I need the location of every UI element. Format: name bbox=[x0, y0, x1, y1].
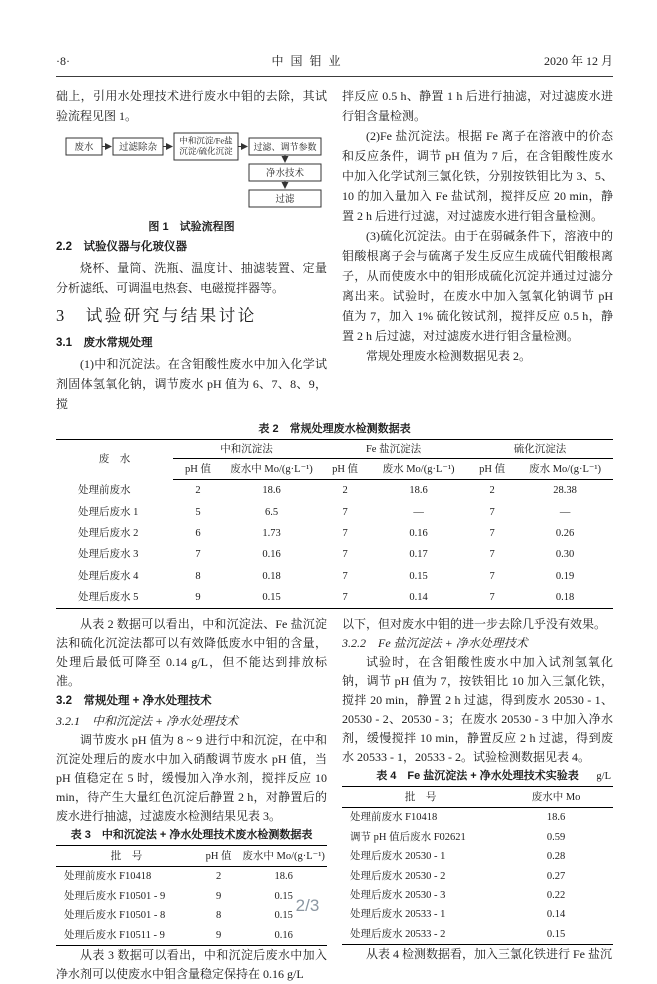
paragraph: 从表 3 数据可以看出，中和沉淀后废水中加入净水剂可以使废水中钼含量稳定保持在 0.16 g/L bbox=[56, 947, 327, 981]
flowchart-diagram bbox=[56, 129, 327, 213]
table-3-header: 批 号 bbox=[56, 846, 197, 867]
table-cell: 8 bbox=[195, 570, 201, 582]
table-cell: 0.15 bbox=[274, 890, 293, 902]
table-cell: 0.15 bbox=[262, 592, 281, 604]
table-row bbox=[342, 925, 613, 945]
table-row bbox=[56, 566, 613, 587]
paragraph: 调节废水 pH 值为 8 ~ 9 进行中和沉淀，在中和沉淀处理后的废水中加入硝酸调节废水 pH 值，当 pH 值稳定在 5 时，缓慢加入净水剂，搅拌反应 10 min，待产生大量红色沉淀后静置 2 h，对静置后的废水进行抽滤，过滤废水检测结果见表 3。 bbox=[56, 733, 327, 824]
table-row bbox=[342, 808, 613, 828]
table-4-caption-row bbox=[342, 767, 613, 786]
table-cell: 6.5 bbox=[264, 506, 279, 518]
table-cell: 7 bbox=[489, 592, 495, 604]
table-cell: 9 bbox=[215, 890, 222, 902]
flow-box-precipitation-label1: 中和沉淀/Fe盐 bbox=[179, 135, 233, 146]
table-cell: 0.14 bbox=[546, 909, 566, 921]
table-cell: 7 bbox=[489, 506, 495, 518]
table-cell: 0.17 bbox=[409, 549, 428, 561]
heading-3-1: 3.1 废水常规处理 bbox=[56, 337, 153, 349]
table-cell: 0.30 bbox=[555, 549, 575, 561]
heading-3-2-2: 3.2.2 Fe 盐沉淀法 + 净水处理技术 bbox=[342, 636, 528, 651]
table-cell: 处理后废水 20530 - 3 bbox=[350, 889, 446, 901]
table-4-header: 批 号 bbox=[342, 787, 499, 808]
right-column-bottom bbox=[342, 615, 613, 984]
table-row bbox=[56, 523, 613, 544]
table-row bbox=[56, 867, 327, 887]
table-row bbox=[56, 480, 613, 502]
table-2-subheader: pH 值 bbox=[173, 459, 223, 480]
left-column-top bbox=[56, 86, 327, 414]
paragraph: (3)硫化沉淀法。由于在弱碱条件下，溶液中的钼酸根离子会与硫离子发生反应生成硫代钼酸根离子，从而使废水中的钼形成硫化沉淀并通过过滤分离出来。试验时，在废水中加入氢氧化钠调节 pH 值为 7，加入 1% 硫化铵试剂，搅拌反应 0.5 h，静置 2 h 后过滤，对过滤废水进行钼含量检测。 bbox=[342, 229, 613, 343]
table-2-subheader: pH 值 bbox=[320, 459, 370, 480]
heading-2-2: 2.2 试验仪器与化玻仪器 bbox=[56, 241, 187, 253]
table-cell: 7 bbox=[342, 506, 348, 518]
table-2-subheader: 废水 Mo/(g·L⁻¹) bbox=[370, 459, 467, 480]
table-2-group-header: 中和沉淀法 bbox=[173, 440, 320, 459]
table-cell: 处理前废水 F10418 bbox=[350, 812, 438, 824]
table-cell: 9 bbox=[195, 592, 201, 604]
table-4 bbox=[342, 786, 613, 945]
flow-box-purification-label: 净水技术 bbox=[265, 169, 305, 179]
table-cell: 处理后废水 1 bbox=[78, 506, 139, 518]
table-cell: 18.6 bbox=[546, 812, 566, 824]
heading-3-2: 3.2 常规处理 + 净水处理技术 bbox=[56, 695, 212, 708]
table-cell: 7 bbox=[489, 570, 495, 582]
table-row bbox=[56, 544, 613, 565]
table-cell: 2 bbox=[342, 485, 348, 497]
table-cell: 5 bbox=[195, 506, 201, 518]
table-cell: 0.59 bbox=[546, 831, 566, 843]
table-cell: 0.19 bbox=[555, 570, 575, 582]
table-cell: 处理后废水 F10511 - 9 bbox=[64, 929, 165, 941]
table-4-section bbox=[342, 767, 613, 945]
table-2-subheader: 废水中 Mo/(g·L⁻¹) bbox=[223, 459, 320, 480]
paragraph: (2)Fe 盐沉淀法。根据 Fe 离子在溶液中的价态和反应条件，调节 pH 值为 7 后，在含钼酸性废水中加入化学试剂三氯化铁，分别按铁钼比为 3、5、10 的加入量加入 Fe 盐试剂，搅拌反应 20 min，静置 2 h 后进行过滤，对过滤废水进行钼含量检测。 bbox=[342, 129, 613, 223]
table-row bbox=[342, 828, 613, 847]
flow-box-filter-adjust-label: 过滤、调节参数 bbox=[253, 142, 317, 152]
table-cell: 0.18 bbox=[262, 570, 281, 582]
table-cell: 7 bbox=[489, 549, 495, 561]
table-cell: 0.16 bbox=[409, 527, 428, 539]
table-4-header: 废水中 Mo bbox=[499, 787, 613, 808]
figure-1-caption: 图 1 试验流程图 bbox=[148, 221, 235, 233]
table-cell: 0.14 bbox=[409, 592, 428, 604]
table-cell: 0.15 bbox=[274, 910, 293, 922]
table-cell: 0.16 bbox=[262, 549, 281, 561]
table-cell: 处理后废水 F10501 - 9 bbox=[64, 890, 166, 902]
table-cell: — bbox=[413, 506, 424, 518]
table-cell: 处理前废水 F10418 bbox=[64, 871, 152, 883]
figure-1-flowchart bbox=[56, 129, 327, 237]
table-cell: 处理后废水 3 bbox=[78, 549, 139, 561]
left-column-bottom bbox=[56, 615, 327, 984]
table-cell: 7 bbox=[342, 570, 348, 582]
paragraph: 从表 2 数据可以看出，中和沉淀法、Fe 盐沉淀法和硫化沉淀法都可以有效降低废水中钼的含量，处理后最低可降至 0.14 g/L，但不能达到排放标准。 bbox=[56, 617, 327, 689]
table-row bbox=[342, 866, 613, 885]
paragraph: (1)中和沉淀法。在含钼酸性废水中加入化学试剂固体氢氧化钠，调节废水 pH 值为 6、7、8、9，搅 bbox=[56, 357, 327, 411]
flow-box-precipitation-label2: 沉淀/硫化沉淀 bbox=[179, 146, 233, 156]
heading-3-2-1: 3.2.1 中和沉淀法 + 净水处理技术 bbox=[56, 714, 239, 729]
table-3-header: 废水中 Mo/(g·L⁻¹) bbox=[240, 846, 327, 867]
table-cell: 18.6 bbox=[262, 485, 281, 497]
table-2-group-header: Fe 盐沉淀法 bbox=[320, 440, 467, 459]
page-number: ·8· bbox=[56, 54, 70, 68]
table-cell: — bbox=[559, 506, 571, 518]
table-2-section bbox=[56, 420, 613, 609]
table-cell: 处理后废水 20530 - 2 bbox=[350, 870, 446, 882]
journal-title: 中 国 钼 业 bbox=[271, 54, 343, 68]
flow-box-wastewater-label: 废水 bbox=[74, 143, 94, 153]
table-2-subheader: 废水 Mo/(g·L⁻¹) bbox=[517, 459, 613, 480]
paragraph: 拌反应 0.5 h、静置 1 h 后进行抽滤，对过滤废水进行钼含量检测。 bbox=[342, 89, 613, 123]
table-row bbox=[56, 925, 327, 945]
table-cell: 处理后废水 5 bbox=[78, 592, 139, 604]
table-cell: 处理后废水 20530 - 1 bbox=[350, 851, 446, 863]
paragraph: 从表 4 检测数据看，加入三氯化铁进行 Fe 盐沉 bbox=[366, 946, 613, 961]
paragraph: 烧杯、量筒、洗瓶、温度计、抽滤装置、定量分析滤纸、可调温电热套、电磁搅拌器等。 bbox=[56, 261, 327, 295]
table-2-subheader: pH 值 bbox=[467, 459, 517, 480]
table-cell: 7 bbox=[195, 549, 201, 561]
right-column-top bbox=[342, 86, 613, 414]
table-cell: 0.26 bbox=[555, 527, 575, 539]
table-cell: 28.38 bbox=[553, 485, 577, 497]
issue-date: 2020 年 12 月 bbox=[543, 54, 613, 68]
flow-box-filter-label: 过滤 bbox=[275, 195, 295, 205]
table-cell: 7 bbox=[342, 549, 348, 561]
table-cell: 7 bbox=[489, 527, 495, 539]
page-header bbox=[56, 52, 613, 77]
table-cell: 0.15 bbox=[546, 928, 566, 940]
table-cell: 6 bbox=[195, 527, 201, 539]
table-3-header: pH 值 bbox=[197, 846, 240, 867]
table-cell: 9 bbox=[215, 929, 222, 941]
flow-box-filter-impurity-label: 过滤除杂 bbox=[118, 143, 158, 153]
table-cell: 1.73 bbox=[262, 527, 281, 539]
table-cell: 18.6 bbox=[274, 871, 293, 883]
table-cell: 0.28 bbox=[546, 851, 566, 863]
table-cell: 8 bbox=[215, 910, 222, 922]
table-2-caption: 表 2 常规处理废水检测数据表 bbox=[258, 423, 411, 435]
table-cell: 7 bbox=[342, 527, 348, 539]
table-cell: 处理后废水 20533 - 2 bbox=[350, 928, 446, 940]
table-cell: 2 bbox=[195, 485, 201, 497]
table-cell: 0.27 bbox=[546, 870, 566, 882]
paragraph: 常规处理废水检测数据见表 2。 bbox=[366, 349, 532, 363]
table-2 bbox=[56, 439, 613, 609]
table-cell: 0.16 bbox=[274, 929, 293, 941]
table-3-section bbox=[56, 826, 327, 946]
table-row bbox=[56, 587, 613, 609]
table-cell: 2 bbox=[215, 871, 222, 883]
heading-3: 3 试验研究与结果讨论 bbox=[56, 306, 257, 325]
table-4-unit: g/L bbox=[596, 771, 611, 783]
paragraph: 试验时，在含钼酸性废水中加入试剂氢氧化钠，调节 pH 值为 7，按铁钼比 10 加入三氯化铁，搅拌 20 min，静置 2 h 过滤，得到废水 20530 - 1、20530 - 2、20530 - 3；在废水 20530 - 3 中加入净水剂，缓慢搅拌 10 min，静置反应 2 h 过滤，得到废水 20533 - 1，20533 - 2。试验检测数据见表 4。 bbox=[342, 655, 613, 765]
table-cell: 18.6 bbox=[409, 485, 428, 497]
table-2-group-header: 硫化沉淀法 bbox=[467, 440, 613, 459]
table-cell: 0.22 bbox=[546, 889, 566, 901]
table-cell: 0.18 bbox=[555, 592, 575, 604]
table-cell: 调节 pH 值后废水 F02621 bbox=[350, 831, 466, 843]
table-cell: 0.15 bbox=[409, 570, 428, 582]
table-cell: 处理后废水 2 bbox=[78, 527, 139, 539]
table-cell: 处理后废水 F10501 - 8 bbox=[64, 910, 166, 922]
paragraph: 础上，引用水处理技术进行废水中钼的去除，其试验流程见图 1。 bbox=[56, 89, 327, 123]
table-row bbox=[342, 847, 613, 866]
table-4-caption: 表 4 Fe 盐沉淀法 + 净水处理技术实验表 bbox=[376, 770, 579, 783]
table-3-caption: 表 3 中和沉淀法 + 净水处理技术废水检测数据表 bbox=[70, 829, 313, 842]
table-cell: 处理后废水 20533 - 1 bbox=[350, 909, 446, 921]
table-cell: 处理后废水 4 bbox=[78, 570, 139, 582]
page-indicator: 2/3 bbox=[295, 896, 320, 915]
paragraph: 以下，但对废水中钼的进一步去除几乎没有效果。 bbox=[342, 617, 607, 632]
table-row bbox=[56, 501, 613, 522]
table-2-corner-header: 废 水 bbox=[98, 454, 131, 466]
table-cell: 处理前废水 bbox=[78, 484, 131, 496]
table-cell: 2 bbox=[489, 485, 495, 497]
table-cell: 7 bbox=[342, 592, 348, 604]
